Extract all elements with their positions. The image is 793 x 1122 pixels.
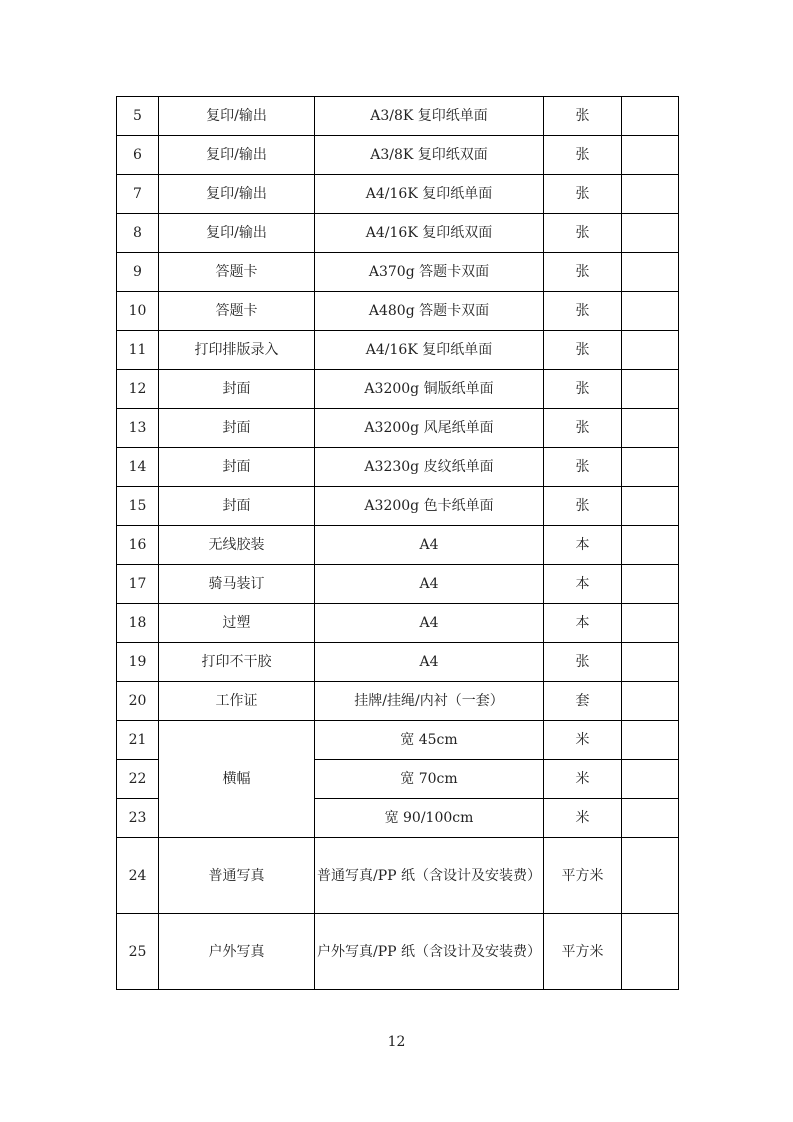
row-number: 23 [117,799,159,838]
table-row [117,370,679,409]
item-spec: A4/16K 复印纸单面 [315,175,544,214]
item-spec: A3200g 铜版纸单面 [315,370,544,409]
item-price [622,487,679,526]
item-spec: A4 [315,643,544,682]
item-price [622,721,679,760]
item-unit: 本 [544,565,622,604]
table-row [117,526,679,565]
item-spec: A3/8K 复印纸单面 [315,97,544,136]
row-number: 11 [117,331,159,370]
price-table [116,96,679,990]
item-unit: 张 [544,370,622,409]
item-name: 打印排版录入 [159,331,315,370]
table-row [117,604,679,643]
item-unit: 张 [544,643,622,682]
row-number: 16 [117,526,159,565]
table-row [117,253,679,292]
item-spec: A4 [315,604,544,643]
item-spec: 宽 70cm [315,760,544,799]
item-spec: 宽 45cm [315,721,544,760]
item-name: 答题卡 [159,292,315,331]
item-name: 打印不干胶 [159,643,315,682]
item-unit: 张 [544,409,622,448]
item-name: 户外写真 [159,914,315,990]
item-unit: 张 [544,487,622,526]
item-price [622,643,679,682]
item-name: 封面 [159,487,315,526]
item-unit: 米 [544,721,622,760]
table-row [117,292,679,331]
item-unit: 张 [544,253,622,292]
item-spec: A4/16K 复印纸单面 [315,331,544,370]
table-row [117,721,679,760]
item-unit: 张 [544,136,622,175]
row-number: 20 [117,682,159,721]
item-price [622,914,679,990]
table-row [117,97,679,136]
item-price [622,136,679,175]
row-number: 21 [117,721,159,760]
item-unit: 张 [544,97,622,136]
item-price [622,253,679,292]
table-row [117,331,679,370]
row-number: 7 [117,175,159,214]
item-spec: A3/8K 复印纸双面 [315,136,544,175]
row-number: 10 [117,292,159,331]
table-row [117,565,679,604]
item-price [622,331,679,370]
item-price [622,838,679,914]
item-price [622,370,679,409]
row-number: 14 [117,448,159,487]
item-spec: 普通写真/PP 纸（含设计及安装费） [315,838,544,914]
row-number: 13 [117,409,159,448]
item-unit: 张 [544,175,622,214]
item-name: 普通写真 [159,838,315,914]
item-price [622,448,679,487]
table-row [117,214,679,253]
item-spec: 挂牌/挂绳/内衬（一套） [315,682,544,721]
item-unit: 张 [544,331,622,370]
item-spec: A370g 答题卡双面 [315,253,544,292]
item-spec: A4/16K 复印纸双面 [315,214,544,253]
table-row [117,175,679,214]
item-spec: A4 [315,565,544,604]
item-name: 无线胶装 [159,526,315,565]
item-price [622,97,679,136]
item-price [622,799,679,838]
table-row [117,409,679,448]
item-name: 封面 [159,448,315,487]
row-number: 9 [117,253,159,292]
item-unit: 张 [544,448,622,487]
item-name: 骑马装订 [159,565,315,604]
row-number: 19 [117,643,159,682]
item-price [622,604,679,643]
table-row [117,914,679,990]
item-name: 横幅 [159,721,315,838]
item-spec: A4 [315,526,544,565]
row-number: 8 [117,214,159,253]
item-spec: 户外写真/PP 纸（含设计及安装费） [315,914,544,990]
row-number: 24 [117,838,159,914]
item-name: 复印/输出 [159,175,315,214]
item-name: 答题卡 [159,253,315,292]
item-name: 复印/输出 [159,136,315,175]
table-row [117,448,679,487]
item-name: 复印/输出 [159,97,315,136]
table-row [117,838,679,914]
item-unit: 平方米 [544,914,622,990]
item-unit: 平方米 [544,838,622,914]
item-unit: 米 [544,799,622,838]
item-unit: 张 [544,214,622,253]
item-price [622,760,679,799]
row-number: 25 [117,914,159,990]
item-price [622,409,679,448]
table-row [117,643,679,682]
row-number: 17 [117,565,159,604]
item-spec: A3230g 皮纹纸单面 [315,448,544,487]
item-spec: 宽 90/100cm [315,799,544,838]
item-price [622,682,679,721]
row-number: 12 [117,370,159,409]
row-number: 18 [117,604,159,643]
item-unit: 张 [544,292,622,331]
item-name: 复印/输出 [159,214,315,253]
table-row [117,487,679,526]
item-price [622,292,679,331]
item-spec: A3200g 色卡纸单面 [315,487,544,526]
item-price [622,526,679,565]
table-row [117,136,679,175]
item-name: 封面 [159,409,315,448]
item-price [622,565,679,604]
item-unit: 米 [544,760,622,799]
row-number: 5 [117,97,159,136]
item-unit: 本 [544,526,622,565]
row-number: 6 [117,136,159,175]
item-unit: 套 [544,682,622,721]
row-number: 15 [117,487,159,526]
item-price [622,214,679,253]
page-number: 12 [387,1034,406,1050]
item-unit: 本 [544,604,622,643]
item-name: 工作证 [159,682,315,721]
item-spec: A480g 答题卡双面 [315,292,544,331]
item-spec: A3200g 风尾纸单面 [315,409,544,448]
item-price [622,175,679,214]
row-number: 22 [117,760,159,799]
item-name: 过塑 [159,604,315,643]
price-table-body [117,97,679,990]
table-row [117,682,679,721]
item-name: 封面 [159,370,315,409]
